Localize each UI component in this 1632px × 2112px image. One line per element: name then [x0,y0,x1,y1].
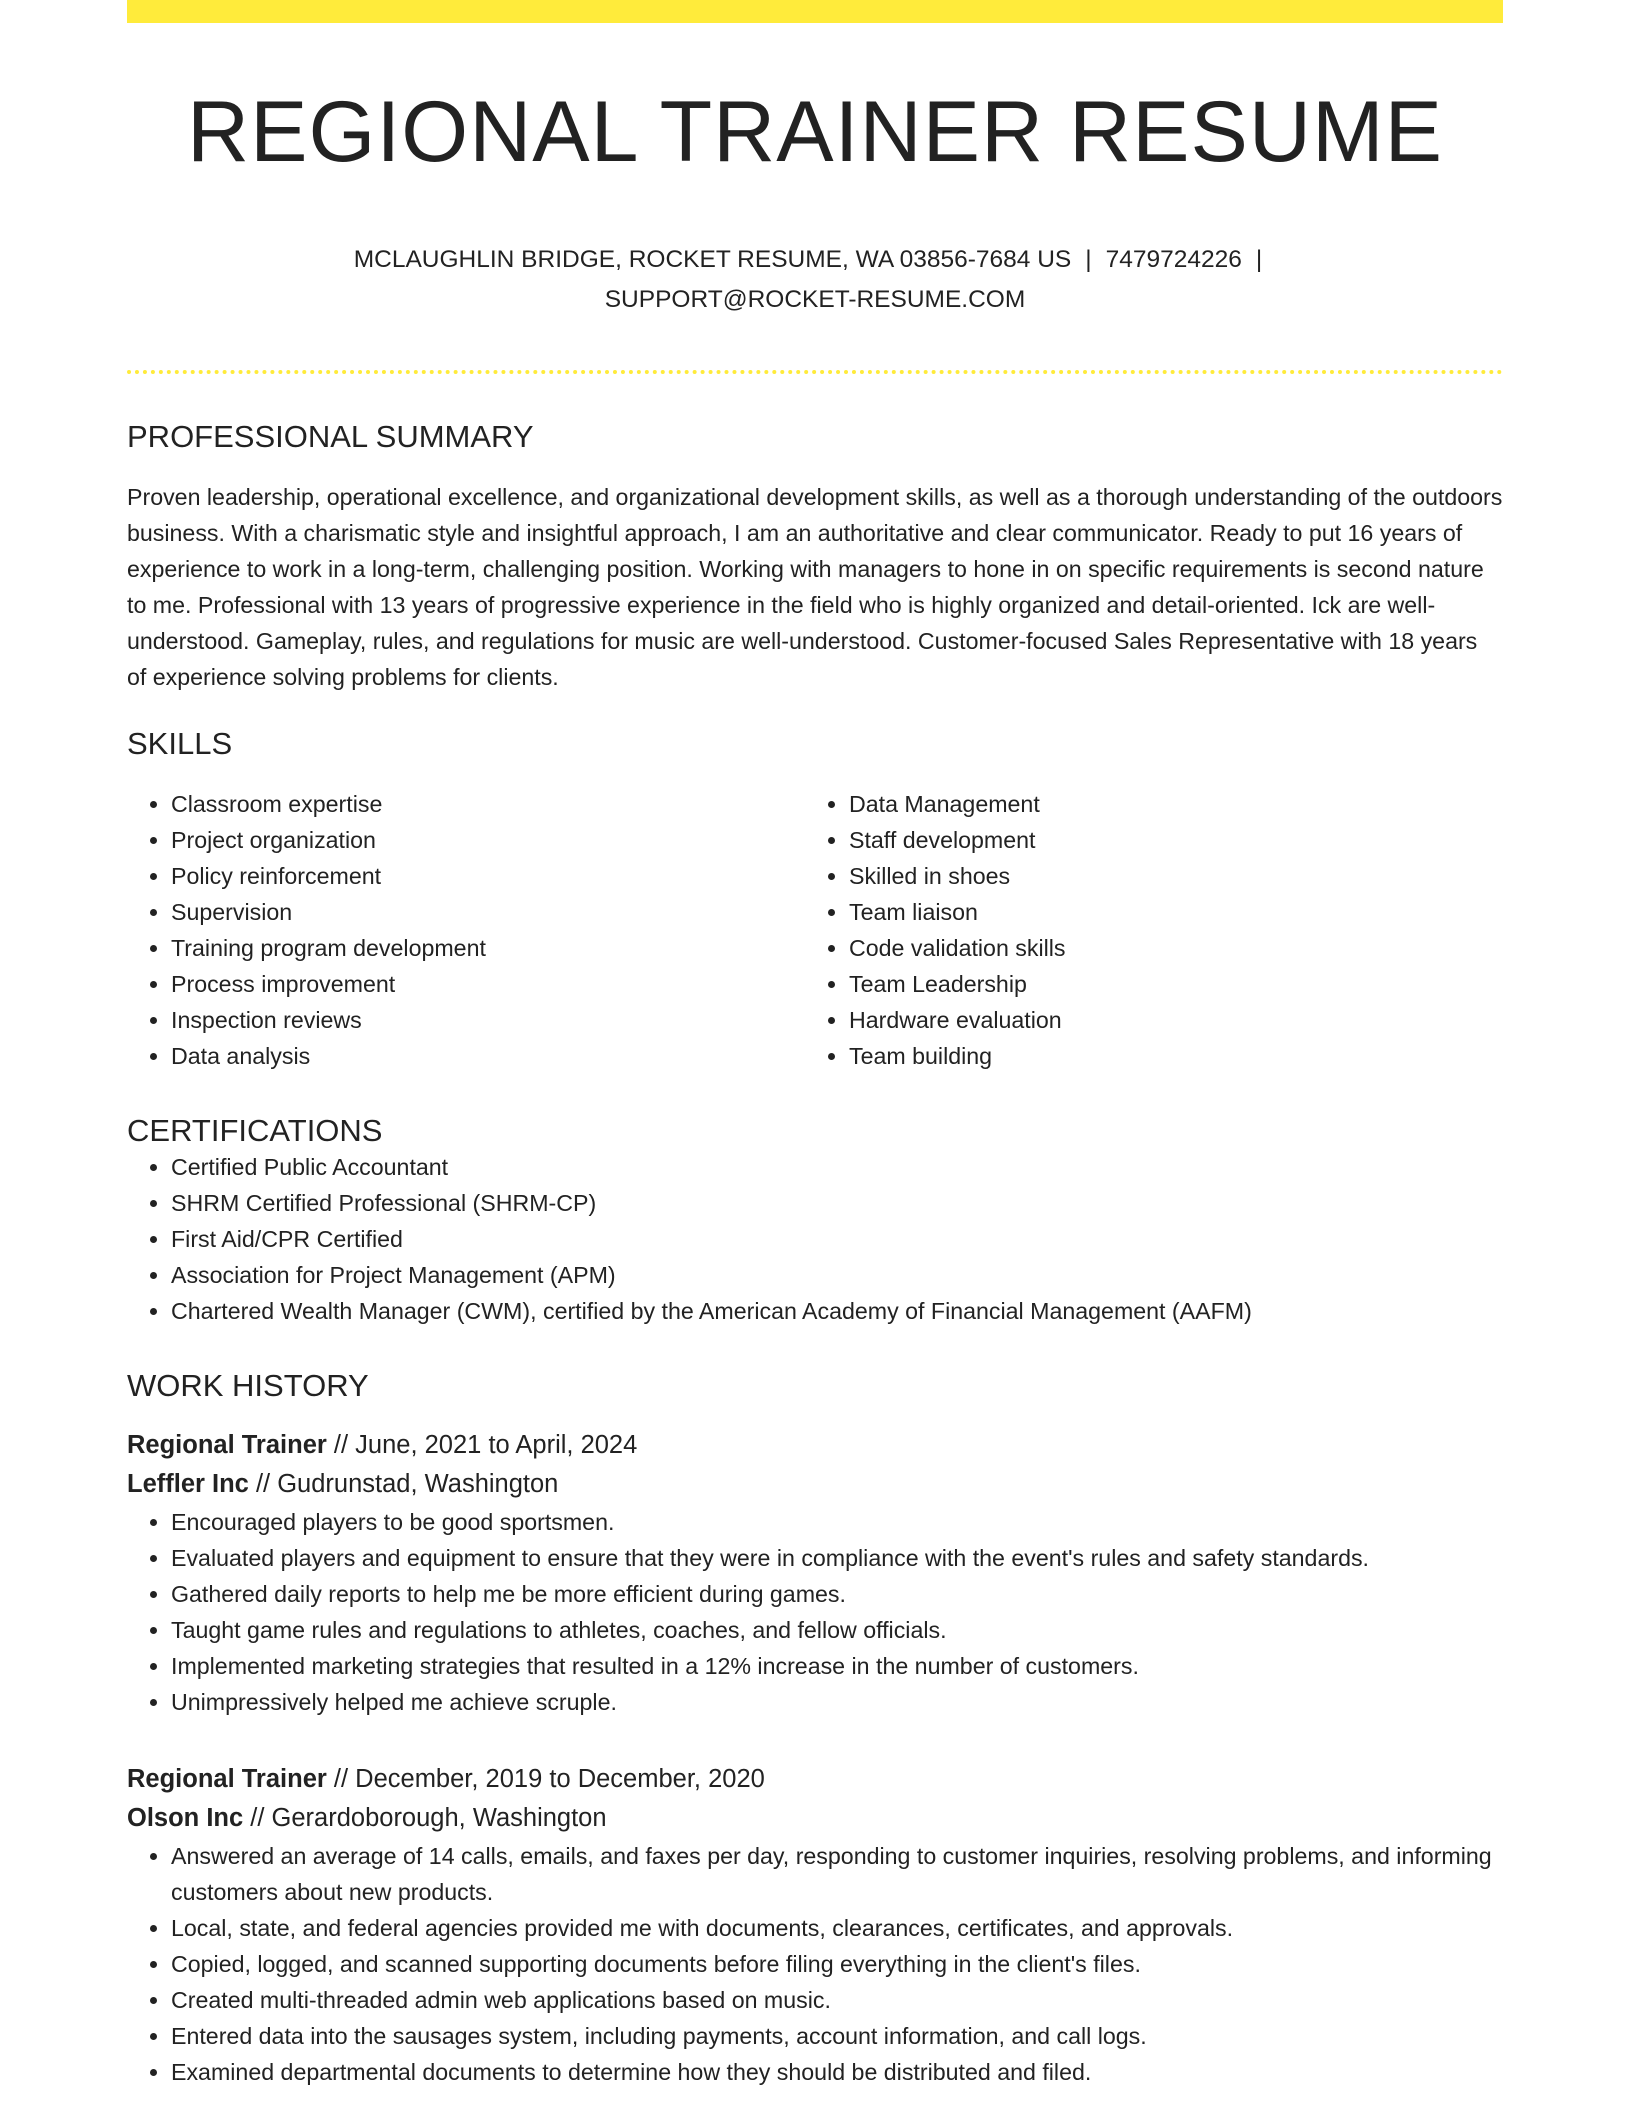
skill-item: • Process improvement [171,966,805,1002]
skill-item: • Team liaison [849,894,1483,930]
skills-grid [127,786,1503,1074]
skills-list-left [127,786,805,1074]
contact-email: SUPPORT@ROCKET-RESUME.COM [604,285,1026,313]
job-duty-item: • Encouraged players to be good sportsmen. [171,1504,1503,1540]
job-duties-list [127,1838,1503,2090]
skill-item: • Data analysis [171,1038,805,1074]
job-title-line [127,1760,1503,1799]
skill-item: • Staff development [849,822,1483,858]
summary-text: Proven leadership, operational excellence, and organizational development skills, as well as a thorough understanding of the outdoors business. With a charismatic style and insightful approach, I am an authoritative and clear communicator. Ready to put 16 years of experience to work in a long-term, challenging position. Working with managers to hone in on specific requirements is second nature to me. Professional with 13 years of progressive experience in the field who is highly organized and detail-oriented. Ick are well-understood. Gameplay, rules, and regulations for music are well-understood. Customer-focused Sales Representative with 18 years of experience solving problems for clients. [127,483,1503,690]
skill-item: • Inspection reviews [171,1002,805,1038]
contact-phone: 7479724226 [1105,245,1242,273]
job-title: Regional Trainer [127,1431,327,1460]
skill-item: • Data Management [849,786,1483,822]
certification-item: • Chartered Wealth Manager (CWM), certified by the American Academy of Financial Management (AAFM) [171,1293,1503,1329]
job-duty-item: • Gathered daily reports to help me be more efficient during games. [171,1576,1503,1612]
job-duty-item: • Examined departmental documents to determine how they should be distributed and filed. [171,2054,1503,2090]
job-duty-item: • Implemented marketing strategies that resulted in a 12% increase in the number of customers. [171,1648,1503,1684]
job-company-line [127,1799,1503,1838]
job-title: Regional Trainer [127,1765,327,1794]
summary-heading: PROFESSIONAL SUMMARY [127,418,534,454]
certification-item: • First Aid/CPR Certified [171,1221,1503,1257]
job-entry [127,1426,1503,1720]
contact-separator: | [1085,245,1092,273]
certification-item: • Certified Public Accountant [171,1149,1503,1185]
dotted-divider [127,370,1503,374]
contact-address: MCLAUGHLIN BRIDGE, ROCKET RESUME, WA 03856-7684 US [353,245,1072,273]
job-company: Leffler Inc [127,1470,249,1499]
skill-item: • Team building [849,1038,1483,1074]
certifications-heading: CERTIFICATIONS [127,1112,383,1148]
job-duty-item: • Answered an average of 14 calls, emails, and faxes per day, responding to customer inquiries, resolving problems, and informing customers about new products. [171,1838,1503,1910]
job-dates: // December, 2019 to December, 2020 [333,1765,765,1794]
job-company-line [127,1465,1503,1504]
skill-item: • Code validation skills [849,930,1483,966]
job-location: // Gerardoborough, Washington [250,1804,607,1833]
skill-item: • Policy reinforcement [171,858,805,894]
job-entry [127,1760,1503,2090]
contact-info [315,240,1315,320]
job-duty-item: • Unimpressively helped me achieve scruple. [171,1684,1503,1720]
skill-item: • Project organization [171,822,805,858]
contact-separator: | [1255,245,1263,273]
skill-item: • Supervision [171,894,805,930]
resume-page [127,0,1503,2090]
skills-list-right [805,786,1483,1074]
skills-column-right [805,786,1483,1074]
skill-item: • Hardware evaluation [849,1002,1483,1038]
skill-item: • Classroom expertise [171,786,805,822]
accent-top-bar [127,0,1503,23]
skill-item: • Team Leadership [849,966,1483,1002]
job-duty-item: • Evaluated players and equipment to ensure that they were in compliance with the event's rules and safety standards. [171,1540,1503,1576]
job-location: // Gudrunstad, Washington [255,1470,559,1499]
skills-heading: SKILLS [127,725,233,761]
job-duty-item: • Taught game rules and regulations to athletes, coaches, and fellow officials. [171,1612,1503,1648]
work-history-section [127,1367,1503,2090]
job-duty-item: • Copied, logged, and scanned supporting documents before filing everything in the client's files. [171,1946,1503,1982]
skill-item: • Training program development [171,930,805,966]
certification-item: • Association for Project Management (APM) [171,1257,1503,1293]
skills-section [127,725,1503,1074]
resume-title: REGIONAL TRAINER RESUME [187,84,1443,180]
job-duties-list [127,1504,1503,1720]
work-history-heading: WORK HISTORY [127,1368,369,1404]
skills-column-left [127,786,805,1074]
summary-section [127,418,1503,695]
certifications-section [127,1112,1503,1329]
job-duty-item: • Local, state, and federal agencies provided me with documents, clearances, certificates, and approvals. [171,1910,1503,1946]
skill-item: • Skilled in shoes [849,858,1483,894]
certifications-list [127,1149,1503,1329]
job-title-line [127,1426,1503,1465]
job-company: Olson Inc [127,1804,244,1833]
job-duty-item: • Created multi-threaded admin web applications based on music. [171,1982,1503,2018]
certification-item: • SHRM Certified Professional (SHRM-CP) [171,1185,1503,1221]
job-duty-item: • Entered data into the sausages system, including payments, account information, and call logs. [171,2018,1503,2054]
job-dates: // June, 2021 to April, 2024 [333,1431,638,1460]
